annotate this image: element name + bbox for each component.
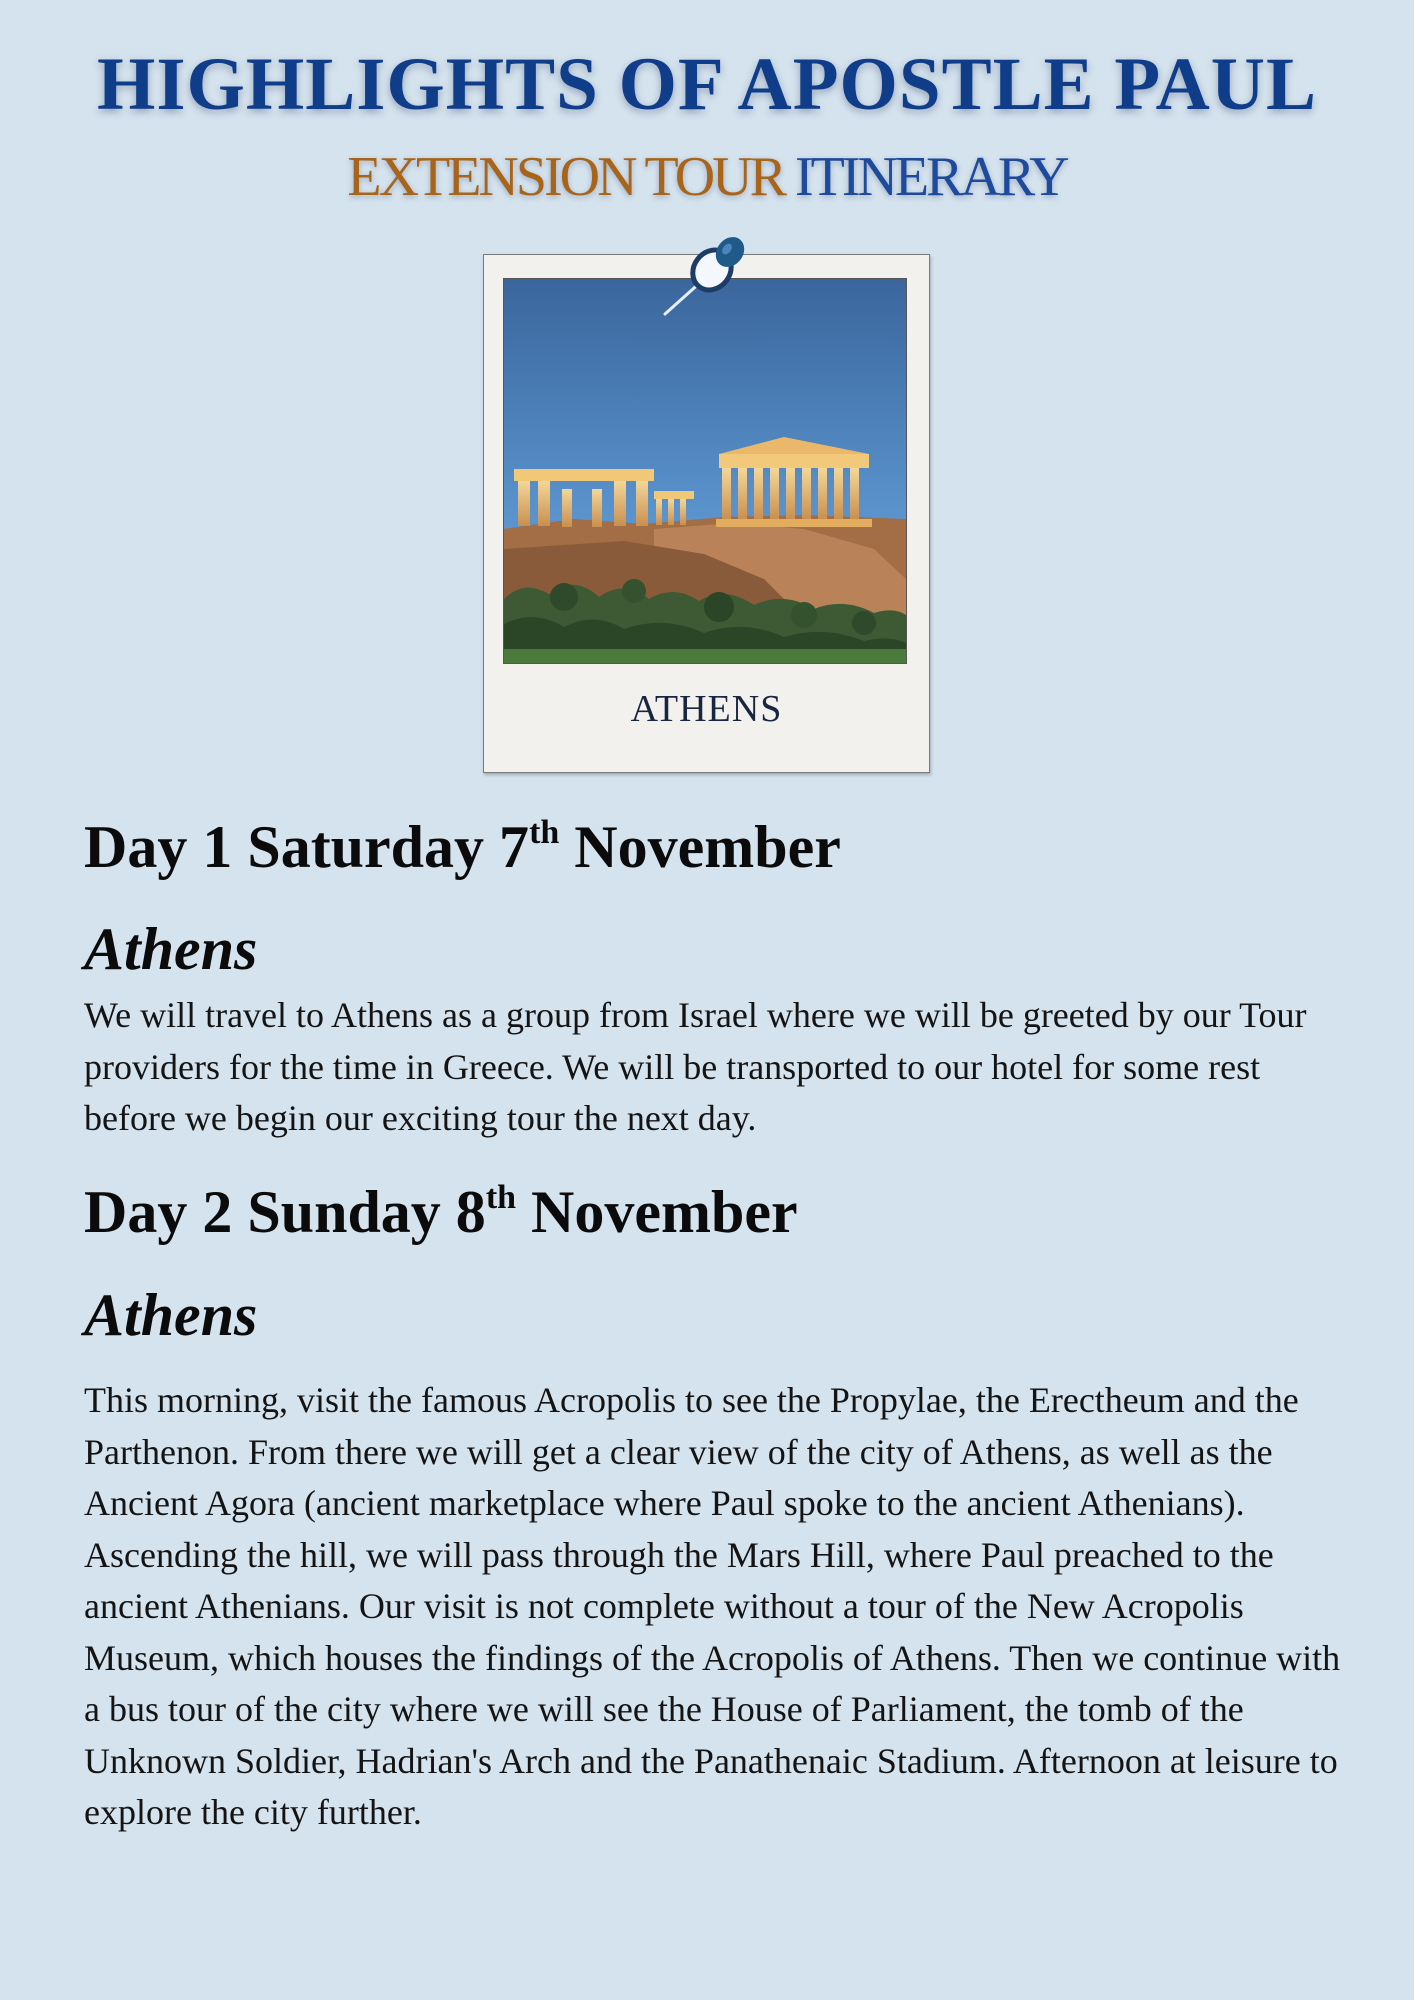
day-1-date: Day 1 Saturday 7	[84, 814, 530, 880]
polaroid-photo-frame	[483, 254, 930, 773]
day-1-month: November	[574, 814, 841, 880]
acropolis-photo	[503, 278, 907, 664]
day-1-ordinal-suffix: th	[529, 814, 560, 851]
subtitle-extension-tour: EXTENSION TOUR	[347, 146, 784, 208]
day-2-date: Day 2 Sunday 8	[84, 1179, 486, 1245]
page-title: HIGHLIGHTS OF APOSTLE PAUL	[97, 43, 1317, 126]
day-1-heading	[84, 812, 841, 882]
day-2-ordinal-suffix: th	[485, 1179, 517, 1216]
subtitle-itinerary: ITINERARY	[794, 146, 1067, 208]
day-2-month: November	[531, 1179, 798, 1245]
day-2-description: This morning, visit the famous Acropolis to see the Propylae, the Erectheum and the Parthenon. From there we will get a clear view of the city of Athens, as well as the Ancient Agora (ancient marketplace where Paul spoke to the ancient Athenians). Ascending the hill, we will pass through the Mars Hill, where Paul preached to the ancient Athenians. Our visit is not complete without a tour of the New Acropolis Museum, which houses the findings of the Acropolis of Athens. Then we continue with a bus tour of the city where we will see the House of Parliament, the tomb of the Unknown Soldier, Hadrian's Arch and the Panathenaic Stadium. Afternoon at leisure to explore the city further.	[84, 1380, 1341, 1832]
photo-caption: ATHENS	[630, 688, 783, 730]
day-2-place: Athens	[84, 1282, 258, 1348]
day-1-description: We will travel to Athens as a group from Israel where we will be greeted by our Tour providers for the time in Greece. We will be transported to our hotel for some rest before we begin our exciting tour the next day.	[84, 995, 1307, 1138]
day-2-heading	[84, 1177, 798, 1247]
day-1-place: Athens	[84, 916, 258, 982]
page-subtitle	[0, 142, 1414, 212]
pushpin-icon	[663, 230, 753, 320]
